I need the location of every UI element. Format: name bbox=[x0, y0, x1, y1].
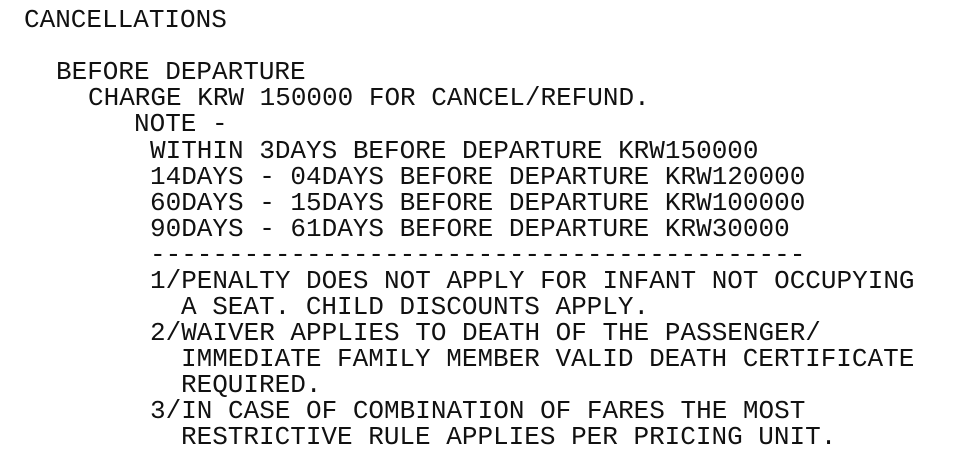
note-2-line-2: IMMEDIATE FAMILY MEMBER VALID DEATH CERTIFICATE bbox=[181, 344, 915, 374]
note-3-line-1: 3/IN CASE OF COMBINATION OF FARES THE MOST bbox=[150, 396, 806, 426]
note-3-line-2: RESTRICTIVE RULE APPLIES PER PRICING UNIT. bbox=[181, 422, 837, 452]
schedule-line-1: WITHIN 3DAYS BEFORE DEPARTURE KRW150000 bbox=[150, 136, 759, 166]
sub-heading: BEFORE DEPARTURE bbox=[56, 57, 306, 87]
divider-line: ------------------------------------------ bbox=[150, 240, 806, 270]
note-1-line-1: 1/PENALTY DOES NOT APPLY FOR INFANT NOT OCCUPYING bbox=[150, 266, 915, 296]
schedule-line-3: 60DAYS - 15DAYS BEFORE DEPARTURE KRW100000 bbox=[150, 188, 806, 218]
note-2-line-3: REQUIRED. bbox=[181, 370, 322, 400]
note-label: NOTE - bbox=[134, 109, 228, 139]
section-title: CANCELLATIONS bbox=[24, 5, 227, 35]
charge-line: CHARGE KRW 150000 FOR CANCEL/REFUND. bbox=[88, 83, 650, 113]
note-2-line-1: 2/WAIVER APPLIES TO DEATH OF THE PASSENGER/ bbox=[150, 318, 821, 348]
note-1-line-2: A SEAT. CHILD DISCOUNTS APPLY. bbox=[181, 292, 650, 322]
schedule-line-4: 90DAYS - 61DAYS BEFORE DEPARTURE KRW30000 bbox=[150, 214, 790, 244]
schedule-line-2: 14DAYS - 04DAYS BEFORE DEPARTURE KRW120000 bbox=[150, 162, 806, 192]
